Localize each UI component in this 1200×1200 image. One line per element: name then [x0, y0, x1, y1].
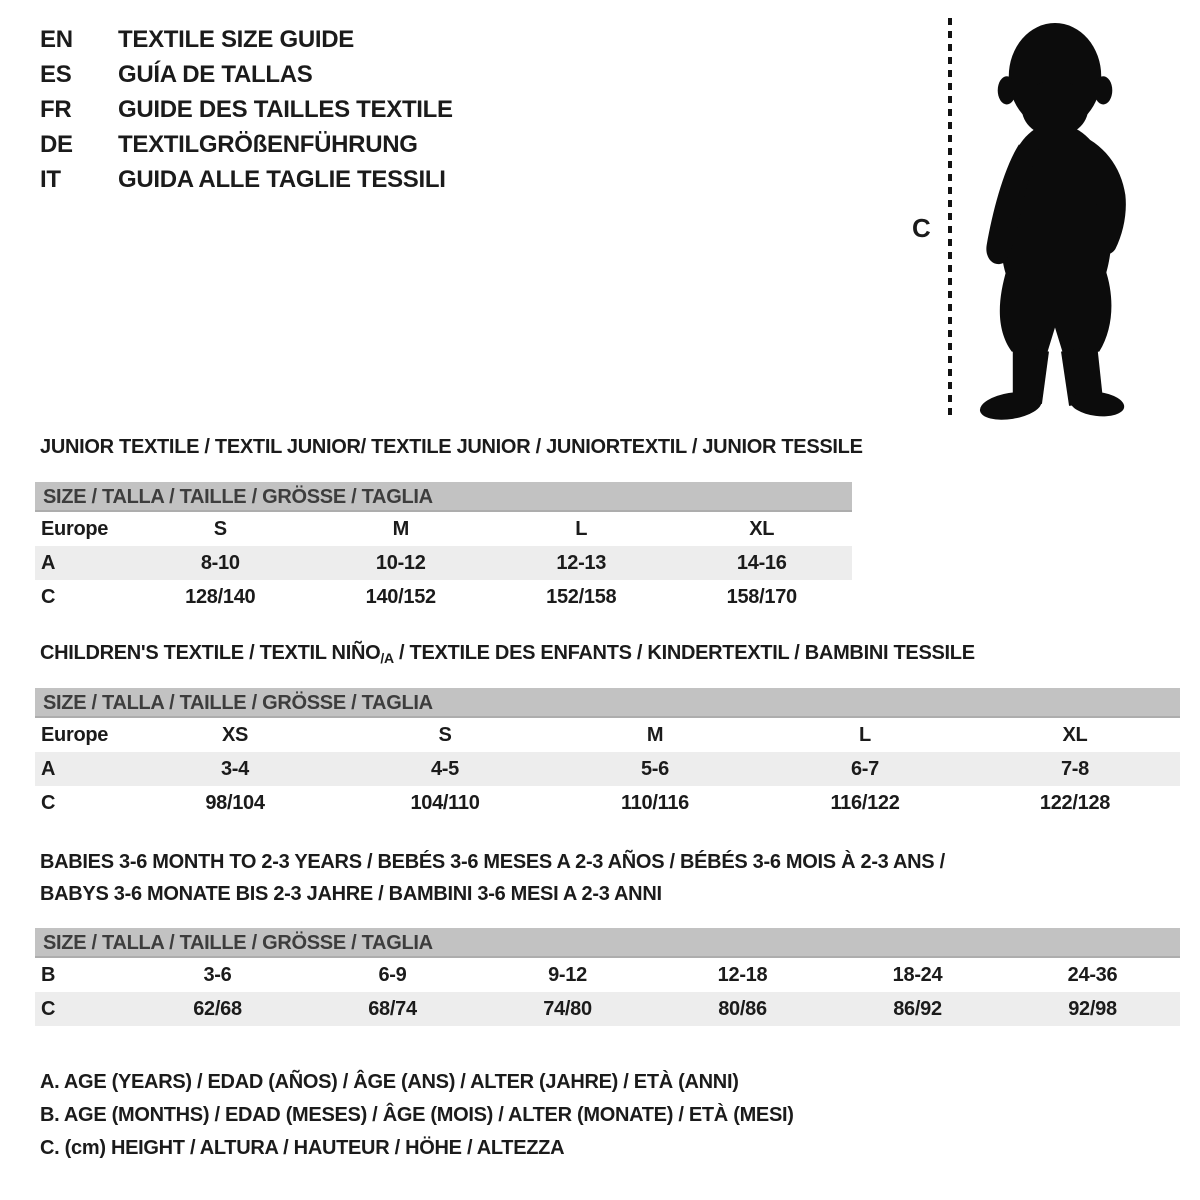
months-cell: 3-6	[203, 963, 232, 986]
children-title-suffix: / TEXTILE DES ENFANTS / KINDERTEXTIL / BAMBINI TESSILE	[393, 642, 975, 664]
table-row-europe	[35, 718, 1180, 752]
height-cell: 92/98	[1068, 997, 1117, 1020]
measure-label-c: C	[912, 213, 931, 243]
language-label: GUIDE DES TAILLES TEXTILE	[118, 95, 453, 123]
language-row-en	[40, 22, 453, 57]
size-band: SIZE / TALLA / TAILLE / GRÖSSE / TAGLIA	[35, 482, 852, 512]
table-row-europe	[35, 512, 852, 546]
language-code: IT	[40, 165, 61, 193]
language-label: TEXTILGRÖßENFÜHRUNG	[118, 130, 418, 158]
language-code: ES	[40, 60, 72, 88]
size-cell: L	[575, 517, 588, 540]
language-label: TEXTILE SIZE GUIDE	[118, 25, 354, 53]
table-row-age	[35, 752, 1180, 786]
language-code: EN	[40, 25, 73, 53]
age-cell: 10-12	[375, 551, 426, 574]
months-cell: 18-24	[892, 963, 943, 986]
age-cell: 6-7	[850, 757, 879, 780]
table-row-age	[35, 546, 852, 580]
toddler-silhouette	[966, 16, 1144, 420]
age-cell: 5-6	[640, 757, 669, 780]
height-cell: 98/104	[205, 791, 265, 814]
size-cell: M	[392, 517, 409, 540]
size-cell: S	[213, 517, 227, 540]
height-cell: 62/68	[193, 997, 242, 1020]
language-row-it	[40, 162, 453, 197]
table-row-height	[35, 580, 852, 614]
babies-section-title	[40, 846, 945, 910]
height-cell: 68/74	[368, 997, 417, 1020]
row-label: Europe	[41, 723, 109, 746]
babies-title-line1: BABIES 3-6 MONTH TO 2-3 YEARS / BEBÉS 3-6 MESES A 2-3 AÑOS / BÉBÉS 3-6 MOIS À 2-3 ANS /	[40, 851, 945, 873]
children-title-prefix: CHILDREN'S TEXTILE / TEXTIL NIÑO	[40, 642, 381, 664]
size-cell: L	[859, 723, 871, 746]
junior-section-title: JUNIOR TEXTILE / TEXTIL JUNIOR/ TEXTILE JUNIOR / JUNIORTEXTIL / JUNIOR TESSILE	[40, 436, 863, 458]
size-cell: M	[646, 723, 664, 746]
height-cell: 128/140	[185, 585, 256, 608]
size-cell: S	[438, 723, 452, 746]
table-row-height	[35, 992, 1180, 1026]
children-size-table	[35, 688, 1180, 820]
language-row-es	[40, 57, 453, 92]
months-cell: 24-36	[1067, 963, 1118, 986]
age-cell: 14-16	[736, 551, 787, 574]
legend-line-c: C. (cm) HEIGHT / ALTURA / HAUTEUR / HÖHE / ALTEZZA	[40, 1137, 565, 1159]
age-cell: 3-4	[220, 757, 249, 780]
months-cell: 12-18	[717, 963, 768, 986]
legend-line-a: A. AGE (YEARS) / EDAD (AÑOS) / ÂGE (ANS) / ALTER (JAHRE) / ETÀ (ANNI)	[40, 1071, 739, 1093]
row-label: Europe	[41, 517, 109, 540]
language-label: GUÍA DE TALLAS	[118, 60, 313, 88]
language-header	[40, 22, 453, 197]
children-title-subscript: /A	[380, 650, 394, 666]
size-cell: XL	[1062, 723, 1088, 746]
legend-line-b: B. AGE (MONTHS) / EDAD (MESES) / ÂGE (MOIS) / ALTER (MONATE) / ETÀ (MESI)	[40, 1104, 794, 1126]
size-cell: XS	[221, 723, 249, 746]
months-cell: 9-12	[548, 963, 587, 986]
language-code: DE	[40, 130, 73, 158]
table-row-height	[35, 786, 1180, 820]
language-code: FR	[40, 95, 72, 123]
height-cell: 74/80	[543, 997, 592, 1020]
size-band: SIZE / TALLA / TAILLE / GRÖSSE / TAGLIA	[35, 928, 1180, 958]
height-cell: 158/170	[726, 585, 797, 608]
height-measure-dashed-line	[948, 18, 952, 416]
months-cell: 6-9	[378, 963, 407, 986]
children-section-title	[40, 642, 975, 666]
height-cell: 104/110	[410, 791, 480, 814]
table-row-months	[35, 958, 1180, 992]
height-cell: 110/116	[621, 791, 689, 814]
legend	[40, 1066, 794, 1165]
row-label: A	[41, 757, 56, 780]
row-label: B	[41, 963, 56, 986]
row-label: C	[41, 585, 56, 608]
babies-size-table	[35, 928, 1180, 1026]
height-cell: 140/152	[365, 585, 436, 608]
junior-size-table	[35, 482, 852, 614]
age-cell: 12-13	[556, 551, 607, 574]
language-row-fr	[40, 92, 453, 127]
height-cell: 116/122	[830, 791, 900, 814]
row-label: C	[41, 997, 56, 1020]
age-cell: 4-5	[430, 757, 459, 780]
size-band: SIZE / TALLA / TAILLE / GRÖSSE / TAGLIA	[35, 688, 1180, 718]
row-label: C	[41, 791, 56, 814]
age-cell: 8-10	[200, 551, 240, 574]
row-label: A	[41, 551, 56, 574]
height-cell: 86/92	[893, 997, 942, 1020]
babies-title-line2: BABYS 3-6 MONATE BIS 2-3 JAHRE / BAMBINI 3-6 MESI A 2-3 ANNI	[40, 883, 662, 905]
size-cell: XL	[749, 517, 775, 540]
language-label: GUIDA ALLE TAGLIE TESSILI	[118, 165, 446, 193]
age-cell: 7-8	[1060, 757, 1089, 780]
language-row-de	[40, 127, 453, 162]
height-cell: 80/86	[718, 997, 767, 1020]
height-cell: 152/158	[546, 585, 617, 608]
height-cell: 122/128	[1039, 791, 1111, 814]
